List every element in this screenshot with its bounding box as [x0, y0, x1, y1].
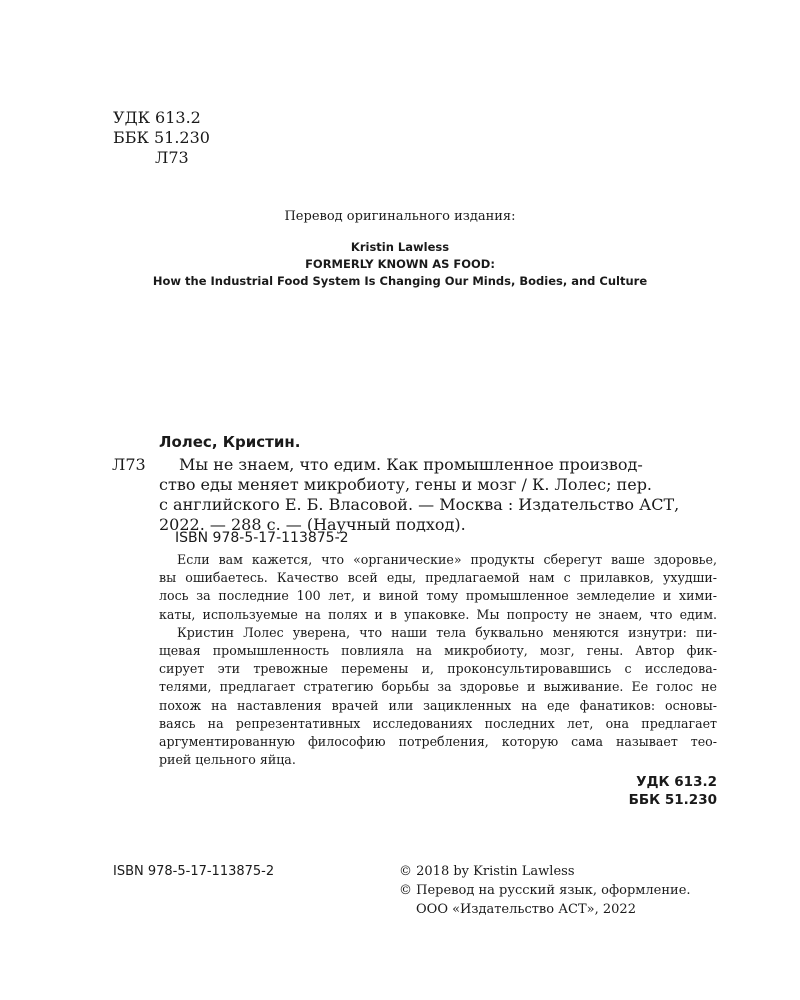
description-line: с английского Е. Б. Власовой. — Москва : Издательство АСТ, — [159, 495, 680, 514]
copyright-line: © Перевод на русский язык, оформление. — [399, 883, 691, 898]
description-line: Мы не знаем, что едим. Как промышленное производ- — [179, 455, 643, 474]
copyright-block — [399, 862, 691, 919]
record-isbn: ISBN 978-5-17-113875-2 — [175, 530, 349, 546]
annotation-line: ваясь на репрезентативных исследованиях последних лет, она предлагает — [159, 715, 717, 731]
annotation-line: сирует эти тревожные перемены и, проконсультировавшись с исследова- — [159, 661, 717, 677]
annotation-line: рией цельного яйца. — [159, 752, 296, 768]
annotation-paragraph — [159, 551, 717, 624]
original-author: Kristin Lawless — [350, 240, 450, 254]
footer-isbn: ISBN 978-5-17-113875-2 — [113, 864, 275, 879]
udk-code: УДК 613.2 — [113, 108, 201, 127]
original-subtitle: How the Industrial Food System Is Changing Our Minds, Bodies, and Culture — [152, 274, 648, 288]
annotation-line: вы ошибаетесь. Качество всей еды, предлагаемой нам с прилавков, ухудши- — [159, 570, 717, 586]
annotation-line: каты, используемые на полях и в упаковке. Мы попросту не знаем, что едим. — [159, 606, 717, 622]
original-edition-block — [60, 208, 740, 290]
bbk-code-bottom: ББК 51.230 — [628, 792, 717, 808]
record-code: Л73 — [112, 455, 146, 474]
annotation-line: телями, предлагает стратегию борьбы за здоровье и выживание. Ее голос не — [159, 679, 717, 695]
annotation-block — [159, 551, 717, 769]
original-title: FORMERLY KNOWN AS FOOD: — [305, 257, 495, 271]
annotation-line: Если вам кажется, что «органические» продукты сберегут ваше здоровье, — [177, 552, 717, 567]
annotation-line: Кристин Лолес уверена, что наши тела буквально меняются изнутри: пи- — [177, 624, 717, 640]
author-heading: Лолес, Кристин. — [159, 433, 301, 451]
copyright-line: ООО «Издательство АСТ», 2022 — [416, 902, 636, 917]
classification-block — [113, 108, 210, 168]
author-mark: Л73 — [155, 148, 189, 167]
annotation-line: аргументированную философию потребления, которую сама называет тео- — [159, 734, 717, 750]
original-edition-intro: Перевод оригинального издания: — [284, 209, 516, 224]
bbk-code: ББК 51.230 — [113, 128, 210, 147]
annotation-line: похож на наставления врачей или зацикленных на еде фанатиков: основы- — [159, 697, 717, 713]
description-line: ство еды меняет микробиоту, гены и мозг / К. Лолес; пер. — [159, 475, 653, 494]
annotation-line: щевая промышленность повлияла на микробиоту, мозг, гены. Автор фик- — [159, 643, 717, 659]
classification-bottom — [629, 773, 717, 809]
annotation-line: лось за последние 100 лет, и виной тому промышленное земледелие и хими- — [159, 588, 717, 604]
udk-code-bottom: УДК 613.2 — [636, 774, 717, 790]
description-line: 2022. — 288 с. — (Научный подход). — [159, 515, 466, 534]
annotation-paragraph — [159, 624, 717, 770]
record-description — [159, 455, 717, 535]
copyright-line: © 2018 by Kristin Lawless — [399, 864, 575, 879]
